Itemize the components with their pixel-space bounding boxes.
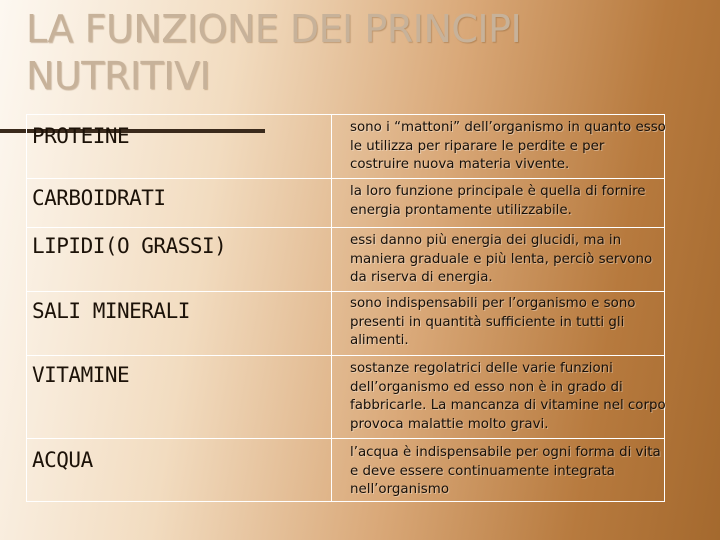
row-divider (26, 291, 665, 292)
nutrient-label: ACQUA (32, 448, 93, 472)
nutrient-description: la loro funzione principale è quella di fornire energia prontamente utilizzabile. (350, 184, 646, 218)
nutrient-label: PROTEINE (32, 124, 130, 148)
row-divider (26, 355, 665, 356)
nutrient-description: sono i “mattoni” dell’organismo in quanto esso le utilizza per riparare le perdite e per costruire nuova materia vivente. (350, 120, 666, 172)
nutrient-description: sono indispensabili per l’organismo e sono presenti in quantità sufficiente in tutti gli alimenti. (350, 296, 636, 348)
nutrient-label: SALI MINERALI (32, 299, 190, 323)
column-divider (331, 114, 332, 502)
nutrient-description: essi danno più energia dei glucidi, ma in maniera graduale e più lenta, perciò servono da riserva di energia. (350, 233, 653, 285)
nutrient-description: sostanze regolatrici delle varie funzioni dell’organismo ed esso non è in grado di fabbricarle. La mancanza di vitamine nel corpo provoca malattie molto gravi. (350, 361, 666, 432)
nutrient-label: CARBOIDRATI (32, 186, 166, 210)
row-divider (26, 227, 665, 228)
slide-title: LA FUNZIONE DEI PRINCIPI NUTRITIVI (26, 7, 522, 98)
nutrient-label: LIPIDI(O GRASSI) (32, 234, 227, 258)
row-divider (26, 178, 665, 179)
nutrient-description: l’acqua è indispensabile per ogni forma di vita e deve essere continuamente integrata nell’organismo (350, 445, 661, 497)
nutrient-label: VITAMINE (32, 363, 130, 387)
row-divider (26, 438, 665, 439)
